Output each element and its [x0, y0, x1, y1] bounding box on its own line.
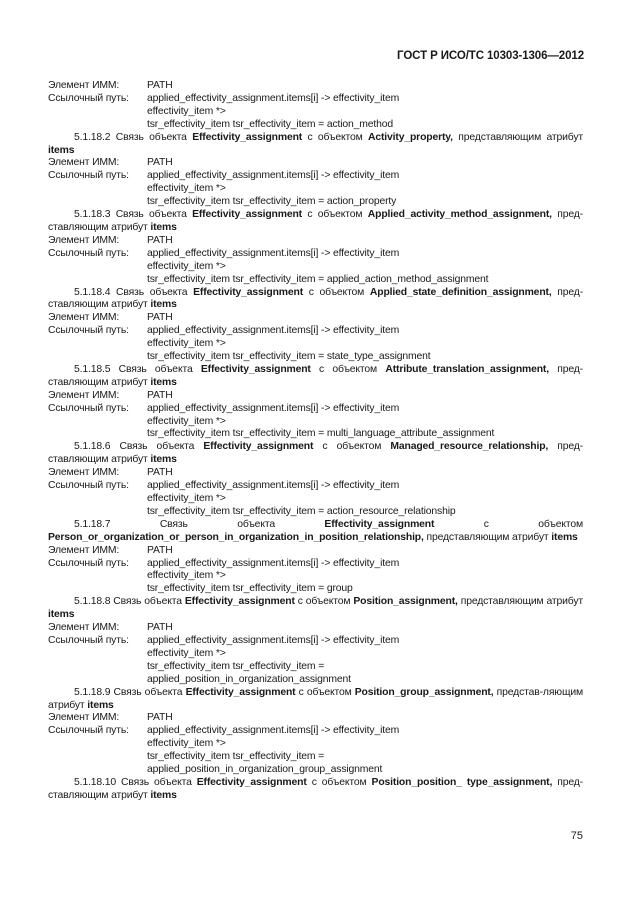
section-heading: 5.1.18.4 Связь объекта Effectivity_assignment с объектом Applied_state_definition_assignment, пред-ставляющим атрибут items	[48, 286, 583, 311]
element-label: Элемент ИММ:	[48, 467, 120, 479]
path-label: Ссылочный путь:	[48, 170, 129, 182]
section-heading: 5.1.18.10 Связь объекта Effectivity_assignment с объектом Position_position_ type_assignment, пред-ставляющим атрибут items	[48, 776, 583, 801]
path-line-3: tsr_effectivity_item tsr_effectivity_item = action_method	[147, 118, 394, 130]
path-line-2: effectivity_item *>	[147, 260, 226, 272]
element-value: PATH	[147, 622, 173, 634]
element-value: PATH	[147, 157, 173, 169]
element-value: PATH	[147, 80, 173, 91]
path-line-2: effectivity_item *>	[147, 570, 226, 582]
path-label: Ссылочный путь:	[48, 92, 129, 104]
path-line-3: tsr_effectivity_item tsr_effectivity_item =	[147, 660, 325, 672]
path-line-2: effectivity_item *>	[147, 338, 226, 350]
path-label: Ссылочный путь:	[48, 247, 129, 259]
element-label: Элемент ИММ:	[48, 157, 120, 169]
path-row	[48, 635, 583, 648]
element-row	[48, 80, 583, 93]
path-label: Ссылочный путь:	[48, 480, 129, 492]
element-label: Элемент ИММ:	[48, 80, 120, 91]
path-line-1: applied_effectivity_assignment.items[i] -> effectivity_item	[147, 170, 400, 182]
element-value: PATH	[147, 712, 173, 724]
path-line-3: tsr_effectivity_item tsr_effectivity_item = applied_action_method_assignment	[147, 273, 489, 285]
element-label: Элемент ИММ:	[48, 389, 120, 401]
path-line-1: applied_effectivity_assignment.items[i] -> effectivity_item	[147, 402, 400, 414]
path-line-2: effectivity_item *>	[147, 183, 226, 195]
section-heading: 5.1.18.6 Связь объекта Effectivity_assignment с объектом Managed_resource_relationship, пред-ставляющим атрибут items	[48, 441, 584, 466]
path-line-2: effectivity_item *>	[147, 415, 226, 427]
section-heading: 5.1.18.9 Связь объекта Effectivity_assignment с объектом Position_group_assignment, представ-ляющим атрибут items	[48, 686, 583, 711]
path-line-2: effectivity_item *>	[147, 738, 226, 750]
path-line-2: effectivity_item *>	[147, 493, 226, 504]
element-label: Элемент ИММ:	[48, 544, 120, 556]
path-line-1: applied_effectivity_assignment.items[i] -> effectivity_item	[147, 557, 400, 569]
path-row	[48, 558, 583, 571]
element-row	[48, 235, 583, 248]
path-row	[48, 325, 583, 338]
page-content	[48, 80, 583, 803]
element-row	[48, 312, 583, 325]
path-line-4: applied_position_in_organization_assignment	[147, 673, 351, 685]
path-label: Ссылочный путь:	[48, 325, 129, 337]
path-row	[48, 403, 583, 416]
element-row	[48, 157, 583, 170]
element-row	[48, 622, 583, 635]
path-line-4: applied_position_in_organization_group_assignment	[147, 764, 383, 776]
page-header: ГОСТ Р ИСО/ТС 10303-1306—2012	[397, 50, 584, 62]
path-line-1: applied_effectivity_assignment.items[i] -> effectivity_item	[147, 725, 400, 737]
element-label: Элемент ИММ:	[48, 234, 120, 246]
path-line-1: applied_effectivity_assignment.items[i] -> effectivity_item	[147, 92, 400, 104]
path-line-1: applied_effectivity_assignment.items[i] -> effectivity_item	[147, 247, 400, 259]
path-line-3: tsr_effectivity_item tsr_effectivity_item = action_resource_relationship	[147, 505, 456, 517]
section-heading: 5.1.18.5 Связь объекта Effectivity_assignment с объектом Attribute_translation_assignment, пред-ставляющим атрибут items	[48, 363, 583, 388]
path-label: Ссылочный путь:	[48, 402, 129, 414]
section-heading: 5.1.18.8 Связь объекта Effectivity_assignment с объектом Position_assignment, представляющим атрибут items	[48, 596, 583, 621]
path-row	[48, 170, 583, 183]
element-value: PATH	[147, 312, 173, 324]
path-line-1: applied_effectivity_assignment.items[i] -> effectivity_item	[147, 634, 400, 646]
section-heading: 5.1.18.2 Связь объекта Effectivity_assignment с объектом Activity_property, представляющим атрибут items	[48, 131, 583, 156]
section-heading: 5.1.18.3 Связь объекта Effectivity_assignment с объектом Applied_activity_method_assignment, пред-ставляющим атрибут items	[48, 209, 584, 233]
path-row	[48, 93, 583, 106]
element-row	[48, 712, 583, 725]
element-label: Элемент ИММ:	[48, 312, 120, 324]
element-value: PATH	[147, 467, 173, 479]
path-line-2: effectivity_item *>	[147, 647, 226, 659]
page-number: 75	[570, 830, 583, 842]
element-label: Элемент ИММ:	[48, 622, 120, 634]
path-line-2: effectivity_item *>	[147, 105, 226, 117]
section-heading: 5.1.18.7 Связь объекта Effectivity_assignment с объектом Person_or_organization_or_person_in_organization_in_position_relationship, представляющим атрибут items	[48, 518, 583, 543]
path-row	[48, 480, 583, 493]
path-label: Ссылочный путь:	[48, 634, 129, 646]
path-line-3: tsr_effectivity_item tsr_effectivity_item = state_type_assignment	[147, 351, 431, 363]
element-row	[48, 390, 583, 403]
element-value: PATH	[147, 544, 173, 556]
element-label: Элемент ИММ:	[48, 712, 120, 724]
element-value: PATH	[147, 234, 173, 246]
element-row	[48, 545, 583, 558]
path-row	[48, 725, 583, 738]
path-label: Ссылочный путь:	[48, 725, 129, 737]
path-label: Ссылочный путь:	[48, 557, 129, 569]
path-line-3: tsr_effectivity_item tsr_effectivity_item =	[147, 751, 325, 763]
element-row	[48, 467, 583, 480]
path-row	[48, 248, 583, 261]
path-line-3: tsr_effectivity_item tsr_effectivity_item = multi_language_attribute_assignment	[147, 428, 495, 440]
path-line-1: applied_effectivity_assignment.items[i] -> effectivity_item	[147, 325, 400, 337]
path-line-3: tsr_effectivity_item tsr_effectivity_item = group	[147, 583, 353, 595]
path-line-3: tsr_effectivity_item tsr_effectivity_item = action_property	[147, 196, 397, 208]
element-value: PATH	[147, 389, 173, 401]
path-line-1: applied_effectivity_assignment.items[i] -> effectivity_item	[147, 480, 400, 492]
